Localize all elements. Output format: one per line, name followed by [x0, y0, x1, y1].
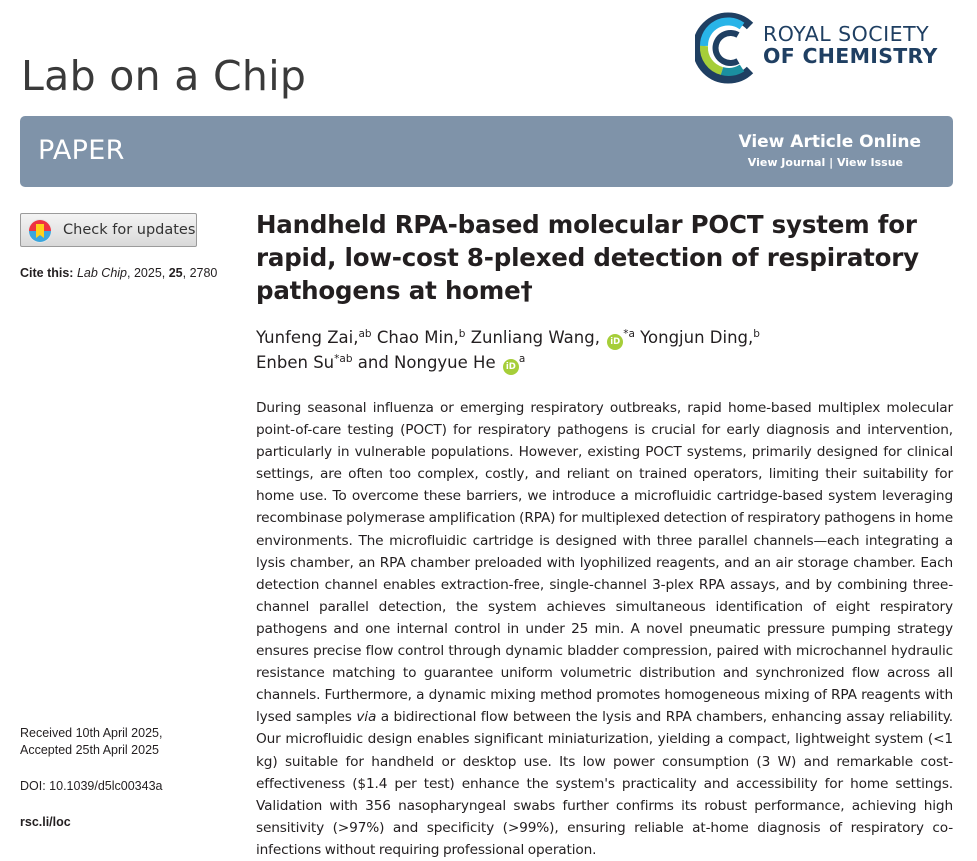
crossmark-icon: [27, 218, 53, 244]
orcid-icon[interactable]: iD: [607, 334, 623, 350]
author-affiliation: a: [518, 353, 526, 365]
publisher-name: [763, 23, 938, 67]
cite-label: Cite this:: [20, 266, 74, 280]
author-name[interactable]: Yunfeng Zai,: [256, 328, 359, 347]
publisher-line2: OF CHEMISTRY: [763, 44, 938, 68]
article-title: Handheld RPA-based molecular POCT system for rapid, low-cost 8-plexed detection of respiratory pathogens at home†: [256, 210, 919, 305]
author-name[interactable]: and Nongyue He: [357, 353, 496, 372]
author-affiliation: b: [753, 328, 760, 340]
view-article-online-link[interactable]: View Article Online: [738, 132, 921, 152]
received-date: Received 10th April 2025,: [20, 726, 163, 740]
author-affiliation: *ab: [334, 353, 353, 365]
accepted-date: Accepted 25th April 2025: [20, 743, 159, 757]
abstract-text: a bidirectional flow between the lysis and RPA chambers, enhancing assay reliability. Our microfluidic design enables significant miniaturization, yielding a compact, lightweight system (<1 kg) suitable for handheld or desktop use. Its low power consumption (3 W) and remarkable cost-effectiveness ($1.4 per test) enhance the system's practicality and accessibility for home settings. Validation with 356 nasopharyngeal swabs further confirms its robust performance, achieving high sensitivity (>97%) and specificity (>99%), ensuring reliable at-home diagnosis of respiratory co-infections without requiring professional operation.: [256, 709, 953, 858]
author-affiliation: b: [458, 328, 466, 340]
author-name[interactable]: Chao Min,: [376, 328, 459, 347]
author-affiliation: *a: [623, 328, 635, 340]
article-type-label: PAPER: [38, 135, 125, 166]
cite-journal: Lab Chip: [76, 266, 128, 280]
author-name[interactable]: Enben Su: [256, 353, 335, 372]
author-affiliation: ab: [358, 328, 372, 340]
check-for-updates-label: Check for updates: [63, 222, 196, 238]
view-journal-link[interactable]: View Journal: [747, 156, 826, 169]
publisher-line1: ROYAL SOCIETY: [763, 22, 930, 46]
view-issue-link[interactable]: View Issue: [836, 156, 903, 169]
cite-year: , 2025,: [127, 266, 169, 280]
cite-volume: 25: [168, 266, 183, 280]
banner-links: [748, 156, 903, 169]
author-name[interactable]: Zunliang Wang,: [470, 328, 600, 347]
orcid-icon[interactable]: iD: [503, 359, 519, 375]
citation: [20, 266, 217, 280]
cite-page: , 2780: [182, 266, 218, 280]
article-type-banner: [20, 116, 953, 187]
author-list: [256, 325, 956, 375]
check-for-updates-button[interactable]: [20, 213, 197, 247]
abstract-italic: via: [356, 709, 377, 726]
doi[interactable]: DOI: 10.1039/d5lc00343a: [20, 779, 163, 793]
author-name[interactable]: Yongjun Ding,: [640, 328, 754, 347]
journal-title: Lab on a Chip: [21, 52, 307, 100]
journal-short-link[interactable]: rsc.li/loc: [20, 815, 71, 829]
abstract: [256, 397, 953, 861]
abstract-text: During seasonal influenza or emerging respiratory outbreaks, rapid home-based multiplex molecular point-of-care testing (POCT) for respiratory pathogens is crucial for early diagnosis and intervention, particularly in vulnerable populations. However, existing POCT systems, primarily designed for clinical settings, are often too complex, costly, and reliant on trained operators, limiting their suitability for home use. To overcome these barriers, we introduce a microfluidic cartridge-based system leveraging recombinase polymerase amplification (RPA) for multiplexed detection of respiratory pathogens in home environments. The microfluidic cartridge is designed with three parallel channels—each integrating a lysis chamber, an RPA chamber preloaded with lyophilized reagents, and an air storage chamber. Each detection channel enables extraction-free, single-channel 3-plex RPA assays, and by combining three-channel parallel detection, the system achieves simultaneous identification of eight respiratory pathogens and one internal control in under 25 min. A novel pneumatic pressure pumping strategy ensures precise flow control through dynamic bladder compression, paired with microchannel hydraulic resistance matching to guarantee uniform volumetric distribution and synchronized flow across all channels. Furthermore, a dynamic mixing method promotes homogeneous mixing of RPA reagents with lysed samples: [256, 400, 953, 726]
article-dates: [20, 725, 162, 759]
link-separator: |: [829, 156, 834, 169]
